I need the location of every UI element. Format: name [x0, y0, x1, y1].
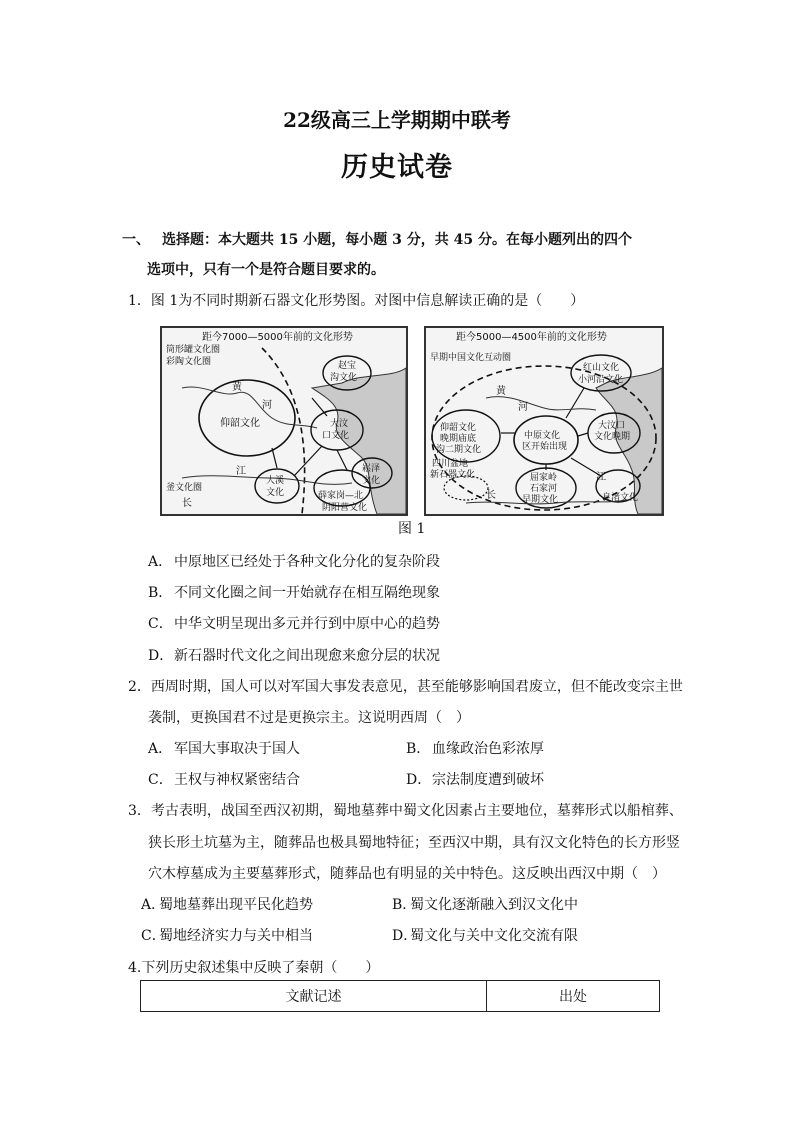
legend-fu: 釜文化圈 — [166, 483, 203, 493]
legend-interaction-sphere: 早期中国文化互动圈 — [430, 353, 512, 363]
q3-option-d-label: D． — [392, 928, 418, 944]
q1-option-a-text: 中原地区已经处于各种文化分化的复杂阶段 — [174, 554, 440, 570]
q1-option-c-label: C． — [148, 616, 173, 632]
map-left-drawing — [162, 328, 406, 514]
q3-stem-line1: 3．考古表明，战国至西汉初期，蜀地墓葬中蜀文化因素占主要地位，墓葬形式以船棺葬、 — [128, 803, 683, 819]
q2-option-d-label: D． — [406, 772, 432, 788]
figure-caption: 图 1 — [398, 521, 426, 537]
q1-option-c — [148, 613, 440, 633]
q3-option-d — [392, 925, 578, 945]
label-zhongyuan-2: 区开始出现 — [522, 442, 568, 452]
label-yangshao-1: 仰韶文化 — [440, 423, 477, 433]
legend-tongxingguan: 筒形罐文化圈 — [166, 345, 221, 355]
q3-option-b-label: B． — [392, 897, 417, 913]
label-zhongyuan-1: 中原文化 — [524, 431, 561, 441]
q2-option-a-text: 军国大事取决于国人 — [174, 741, 300, 757]
q3-option-a-text: 蜀地墓葬出现平民化趋势 — [159, 897, 313, 913]
label-liangzhu: 良渚文化 — [602, 493, 639, 503]
q1-option-d-text: 新石器时代文化之间出现愈来愈分层的状况 — [174, 648, 440, 664]
q2-option-c-label: C． — [148, 772, 173, 788]
section-instructions-line1: 选择题：本大题共 15 小题，每小题 3 分，共 45 分。在每小题列出的四个 — [162, 232, 632, 248]
q2-option-a-label: A． — [148, 741, 173, 757]
q1-option-c-text: 中华文明呈现出多元并行到中原中心的趋势 — [174, 616, 440, 632]
q3-option-c — [141, 925, 313, 945]
q1-option-a — [148, 551, 440, 571]
map-left — [160, 326, 408, 516]
label-dawenkou-2: 口文化 — [322, 431, 350, 441]
map-right — [424, 326, 664, 516]
label-dawenkou-late-1: 大汶口 — [598, 421, 626, 431]
q1-option-b — [148, 582, 440, 602]
river-label-jiang: 江 — [236, 466, 246, 477]
q3-stem-line2: 狭长形土坑墓为主，随葬品也极具蜀地特征；至西汉中期，具有汉文化特色的长方形竖 — [148, 835, 680, 851]
river-label-chang-right: 长 — [486, 490, 496, 501]
q1-option-a-label: A． — [148, 554, 173, 570]
label-yangshao: 仰韶文化 — [220, 418, 260, 429]
section-number: 一、 — [122, 232, 150, 248]
label-sichuan-1: 四川盆地 — [432, 459, 469, 469]
q2-option-c — [148, 769, 300, 789]
label-zhaobao-1: 赵宝 — [338, 361, 357, 371]
q2-option-d — [406, 769, 544, 789]
label-qujialing-1: 屈家岭 — [530, 473, 558, 483]
label-zhaobao-2: 沟文化 — [330, 373, 358, 383]
q3-option-c-label: C． — [141, 928, 166, 944]
q2-option-b-text: 血缘政治色彩浓厚 — [432, 741, 544, 757]
q1-option-d-label: D． — [148, 648, 174, 664]
q1-option-b-label: B． — [148, 585, 173, 601]
label-hongshan-1: 红山文化 — [583, 363, 620, 373]
q3-stem-line3: 穴木椁墓成为主要墓葬形式，随葬品也有明显的关中特色。这反映出西汉中期（ ） — [148, 866, 666, 882]
q1-option-b-text: 不同文化圈之间一开始就存在相互隔绝现象 — [174, 585, 440, 601]
q2-stem-line1: 2．西周时期，国人可以对军国大事发表意见，甚至能够影响国君废立，但不能改变宗主世 — [128, 679, 683, 695]
q1-option-d — [148, 645, 440, 665]
q4-header-source: 出处 — [487, 981, 660, 1012]
label-dawenkou-late-2: 文化晚期 — [594, 432, 631, 442]
legend-caitao: 彩陶文化圈 — [166, 357, 212, 367]
q2-option-b-label: B． — [406, 741, 431, 757]
label-yangshao-2: 晚期庙底 — [440, 434, 477, 444]
map-left-title: 距今7000—5000年前的文化形势 — [202, 332, 353, 343]
label-qujialing-2: 石家河 — [530, 484, 558, 494]
q2-option-a — [148, 738, 300, 758]
subject-title: 历史试卷 — [341, 152, 453, 183]
river-label-chang: 长 — [182, 498, 192, 509]
label-yangshao-3: 沟二期文化 — [436, 445, 482, 455]
river-label-he: 河 — [262, 400, 272, 411]
q1-stem: 1．图 1为不同时期新石器文化形势图。对图中信息解读正确的是（ ） — [128, 293, 585, 309]
label-hongshan-2: 小河沿文化 — [578, 375, 624, 385]
q4-table — [140, 980, 660, 1012]
q2-option-d-text: 宗法制度遭到破坏 — [432, 772, 544, 788]
label-dawenkou-1: 大汶 — [330, 419, 349, 429]
label-daxi-1: 大溪 — [266, 476, 285, 486]
q3-option-b-text: 蜀文化逐渐融入到汉文化中 — [410, 897, 578, 913]
q4-table-header-row — [141, 981, 660, 1012]
label-daxi-2: 文化 — [266, 488, 285, 498]
q3-option-d-text: 蜀文化与关中文化交流有限 — [410, 928, 578, 944]
q4-stem: 4.下列历史叙述集中反映了秦朝（ ） — [128, 960, 380, 976]
q4-header-record: 文献记述 — [141, 981, 487, 1012]
map-right-title: 距今5000—4500年前的文化形势 — [456, 332, 607, 343]
q3-option-b — [392, 894, 578, 914]
q3-option-c-text: 蜀地经济实力与关中相当 — [159, 928, 313, 944]
label-sichuan-2: 新石器文化 — [430, 470, 476, 480]
river-label-huang: 黄 — [232, 382, 242, 393]
river-label-huang-right: 黄 — [496, 386, 506, 397]
q3-option-a — [141, 894, 313, 914]
map-right-drawing — [426, 328, 662, 514]
q2-option-c-text: 王权与神权紧密结合 — [174, 772, 300, 788]
q3-option-a-label: A． — [141, 897, 166, 913]
q2-stem-line2: 袭制，更换国君不过是更换宗主。这说明西周（ ） — [148, 710, 470, 726]
section-instructions-line2: 选项中，只有一个是符合题目要求的。 — [147, 262, 385, 278]
exam-title: 22级高三上学期期中联考 — [283, 108, 511, 132]
label-xuejiagang: 薛家岗—北 — [318, 491, 364, 501]
q2-option-b — [406, 738, 544, 758]
label-songze-1: 崧泽 — [362, 464, 381, 474]
river-label-he-right: 河 — [518, 402, 528, 413]
label-yinyangying: 阴阳营文化 — [322, 503, 368, 513]
river-label-jiang-right: 江 — [596, 472, 606, 483]
label-qujialing-3: 早期文化 — [522, 495, 559, 505]
label-songze-2: 文化 — [362, 476, 381, 486]
